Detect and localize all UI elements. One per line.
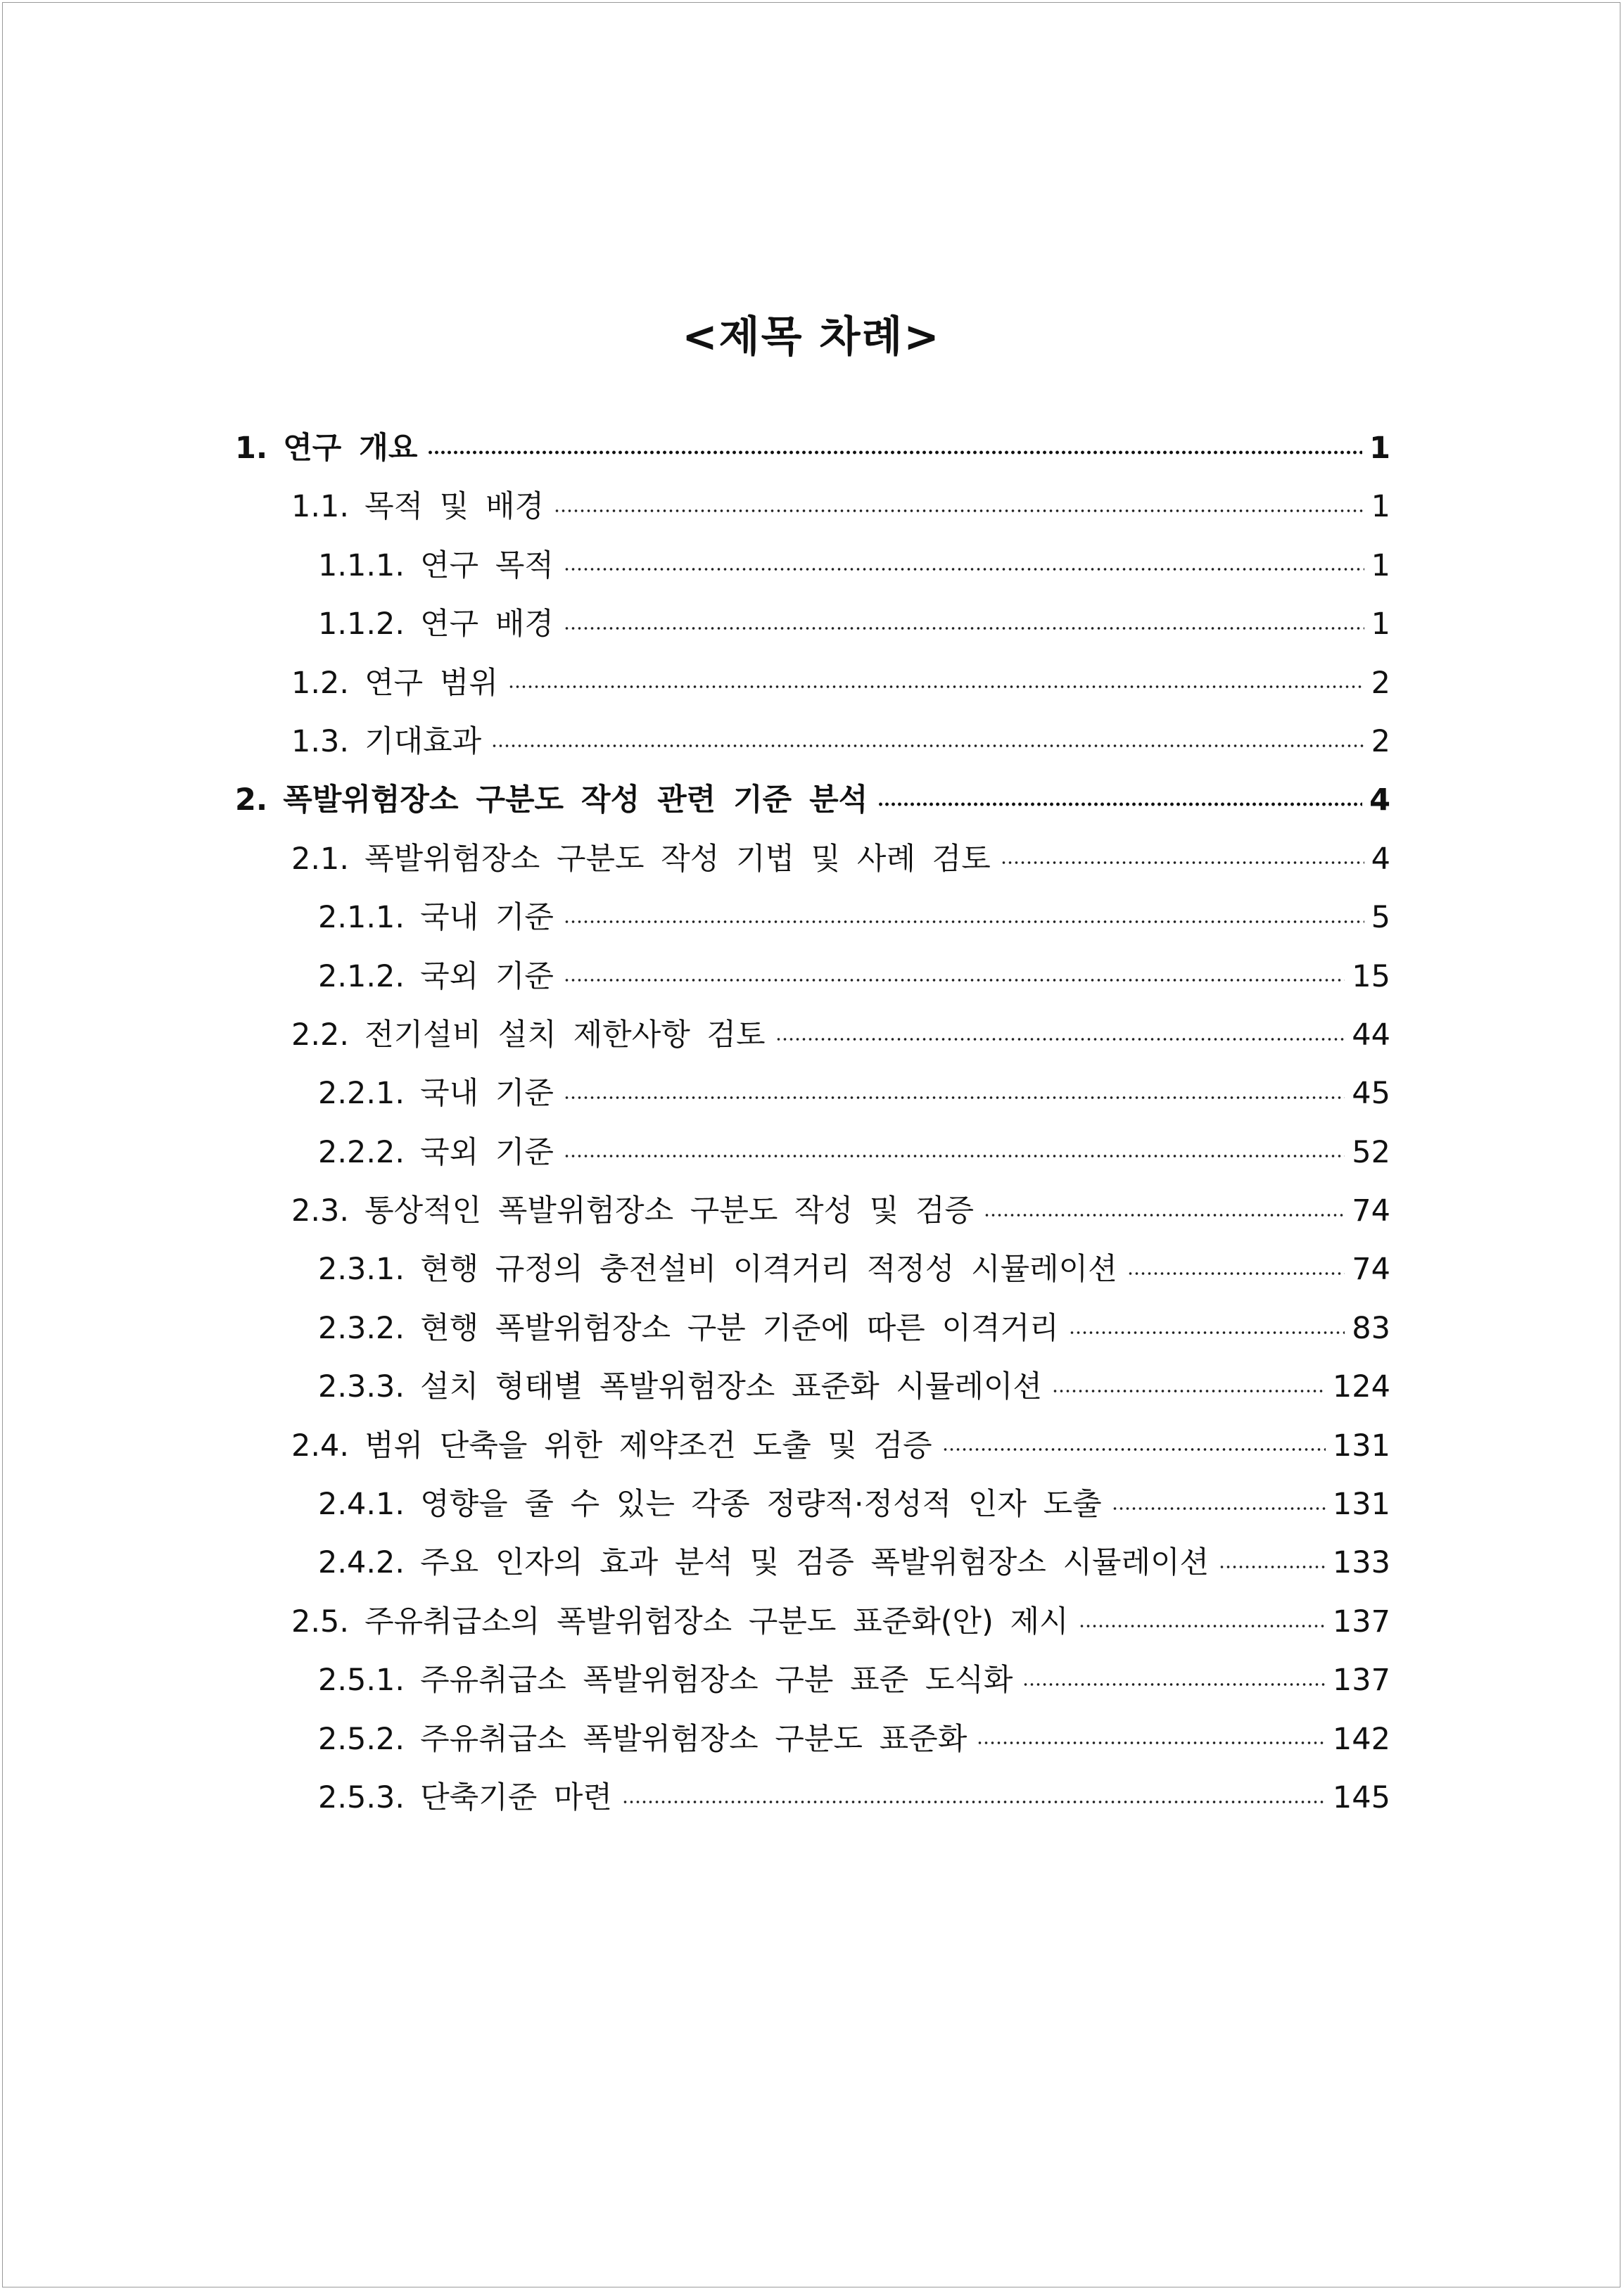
toc-entry-number: 2.3.3. [318,1369,405,1405]
toc-entry-label: 폭발위험장소 구분도 작성 기법 및 사례 검토 [364,841,991,877]
toc-entry-label: 통상적인 폭발위험장소 구분도 작성 및 검증 [364,1193,975,1229]
toc-entry-page-number: 4 [1371,841,1390,877]
toc-entry-number: 1. [235,431,268,466]
toc-entry-page-number: 137 [1332,1604,1390,1639]
toc-entry-label: 목적 및 배경 [364,489,545,525]
toc-dot-leader [622,1800,1326,1804]
toc-entry [235,1182,1390,1240]
toc-entry-label: 범위 단축을 위한 제약조건 도출 및 검증 [364,1428,932,1464]
toc-entry-label: 주유취급소 폭발위험장소 구분 표준 도식화 [420,1663,1013,1699]
toc-entry [235,1711,1390,1769]
toc-entry-page-number: 83 [1352,1310,1390,1346]
toc-entry-number: 2.1.2. [318,958,405,994]
toc-entry [235,654,1390,713]
toc-entry [235,1651,1390,1710]
toc-entry-number: 1.1. [291,489,350,525]
toc-entry [235,1534,1390,1592]
toc-entry-number: 2.3.2. [318,1310,405,1346]
toc-entry [235,595,1390,654]
toc-dot-leader [564,626,1364,630]
toc-entry-number: 2.5. [291,1604,350,1639]
toc-dot-leader [508,685,1364,689]
toc-entry-label: 국외 기준 [420,958,554,994]
toc-entry-page-number: 1 [1369,431,1390,466]
toc-entry [235,1300,1390,1358]
toc-entry-label: 연구 개요 [283,431,418,466]
toc-entry-page-number: 15 [1352,958,1390,994]
toc-entry [235,1358,1390,1416]
toc-entry [235,771,1390,830]
toc-entry-number: 2.5.3. [318,1779,405,1815]
toc-entry-page-number: 131 [1332,1428,1390,1464]
toc-entry-label: 연구 배경 [420,607,554,642]
toc-entry-page-number: 124 [1332,1369,1390,1405]
toc-entry-label: 현행 폭발위험장소 구분 기준에 따른 이격거리 [420,1310,1059,1346]
toc-entry-number: 2.5.2. [318,1721,405,1757]
toc-dot-leader [564,1154,1345,1158]
toc-dot-leader [491,744,1364,748]
toc-entry-label: 주유취급소 폭발위험장소 구분도 표준화 [420,1721,968,1757]
toc-dot-leader [1112,1506,1326,1511]
toc-entry [235,537,1390,595]
toc-dot-leader [1001,861,1364,865]
toc-entry-number: 2.2.2. [318,1134,405,1170]
toc-entry-number: 2.3.1. [318,1252,405,1288]
toc-entry-number: 1.3. [291,723,350,759]
toc-entry-label: 국내 기준 [420,1076,554,1112]
toc-entry [235,1593,1390,1651]
toc-entry-page-number: 74 [1352,1252,1390,1288]
toc-entry [235,1240,1390,1299]
toc-entry [235,1124,1390,1182]
toc-entry-page-number: 1 [1371,489,1390,525]
toc-entry-number: 2.3. [291,1193,350,1229]
toc-entry-page-number: 145 [1332,1779,1390,1815]
toc-entry [235,889,1390,947]
toc-entry [235,830,1390,889]
toc-entry-page-number: 5 [1371,900,1390,936]
toc-entry-page-number: 1 [1371,607,1390,642]
toc-entry-label: 전기설비 설치 제한사항 검토 [364,1017,766,1053]
toc-entry-number: 1.1.2. [318,607,405,642]
toc-entry [235,419,1390,478]
toc-entry-label: 주요 인자의 효과 분석 및 검증 폭발위험장소 시뮬레이션 [420,1545,1210,1581]
toc-entry [235,1065,1390,1123]
toc-entry-page-number: 1 [1371,547,1390,583]
toc-dot-leader [1069,1331,1345,1335]
toc-entry-page-number: 2 [1371,665,1390,701]
toc-entry-number: 2.1. [291,841,350,877]
toc-entry [235,478,1390,536]
toc-dot-leader [1052,1389,1326,1393]
toc-dot-leader [564,920,1364,924]
toc-entry [235,1417,1390,1475]
toc-entry-number: 2.4.1. [318,1487,405,1523]
toc-dot-leader [1127,1271,1345,1276]
toc-entry-page-number: 131 [1332,1487,1390,1523]
toc-entry-label: 영향을 줄 수 있는 각종 정량적·정성적 인자 도출 [420,1487,1102,1523]
toc-dot-leader [1219,1565,1326,1569]
toc-dot-leader [1022,1682,1325,1687]
toc-entry-number: 2.5.1. [318,1663,405,1699]
toc-entry-page-number: 142 [1332,1721,1390,1757]
toc-dot-leader [877,802,1362,806]
toc-entry-number: 2. [235,782,268,818]
toc-entry [235,1769,1390,1827]
toc-entry-label: 기대효과 [364,723,482,759]
toc-entry [235,713,1390,771]
toc-entry-label: 국내 기준 [420,900,554,936]
toc-entry-label: 현행 규정의 충전설비 이격거리 적정성 시뮬레이션 [420,1252,1117,1288]
toc-entry-label: 단축기준 마련 [420,1779,612,1815]
toc-entry-page-number: 4 [1369,782,1390,818]
toc-entry-number: 2.4. [291,1428,350,1464]
toc-entry-label: 연구 목적 [420,547,554,583]
document-page [2,2,1620,2287]
table-of-contents [235,419,1390,1827]
toc-dot-leader [564,978,1345,982]
toc-entry-number: 2.4.2. [318,1545,405,1581]
toc-entry-page-number: 52 [1352,1134,1390,1170]
toc-entry-page-number: 133 [1332,1545,1390,1581]
toc-entry-number: 2.2.1. [318,1076,405,1112]
toc-title: <제목 차례> [682,312,941,362]
toc-dot-leader [1079,1624,1326,1628]
toc-entry-number: 1.1.1. [318,547,405,583]
toc-entry [235,1475,1390,1534]
toc-entry-label: 폭발위험장소 구분도 작성 관련 기준 분석 [283,782,868,818]
toc-entry-label: 국외 기준 [420,1134,554,1170]
toc-entry [235,948,1390,1006]
toc-entry-page-number: 74 [1352,1193,1390,1229]
toc-entry-page-number: 45 [1352,1076,1390,1112]
toc-entry-label: 설치 형태별 폭발위험장소 표준화 시뮬레이션 [420,1369,1042,1405]
toc-entry-label: 연구 범위 [364,665,498,701]
toc-dot-leader [775,1037,1345,1041]
toc-dot-leader [564,1096,1345,1100]
toc-entry-page-number: 2 [1371,723,1390,759]
toc-entry-number: 1.2. [291,665,350,701]
toc-dot-leader [564,567,1364,571]
toc-entry-page-number: 137 [1332,1663,1390,1699]
toc-entry-number: 2.2. [291,1017,350,1053]
toc-entry-number: 2.1.1. [318,900,405,936]
toc-entry-label: 주유취급소의 폭발위험장소 구분도 표준화(안) 제시 [364,1604,1069,1639]
toc-dot-leader [554,509,1364,513]
toc-entry [235,1006,1390,1065]
toc-dot-leader [984,1213,1345,1217]
toc-entry-page-number: 44 [1352,1017,1390,1053]
toc-dot-leader [427,450,1362,455]
toc-dot-leader [942,1447,1326,1452]
toc-dot-leader [977,1741,1326,1745]
